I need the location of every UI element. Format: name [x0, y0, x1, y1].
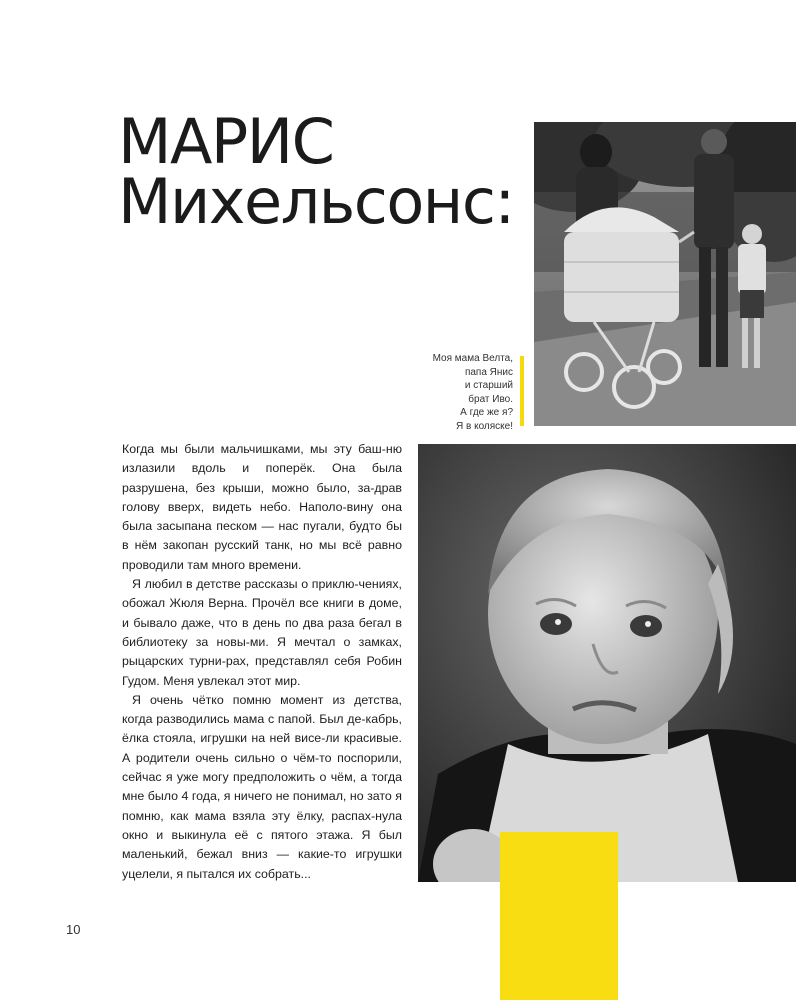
caption-line: Моя мама Велта, — [432, 353, 513, 364]
paragraph: Когда мы были мальчишками, мы эту баш-ню излазили вдоль и поперёк. Она была разрушена, без крыши, можно было, за-драв голову вверх, видеть небо. Наполо-вину она была засыпана песком — нас пугали, будто бы в нём закопан русский танк, но мы всё равно проводили там много времени. — [122, 442, 402, 572]
family-photo — [534, 122, 796, 426]
paragraph: Я любил в детстве рассказы о приклю-чениях, обожал Жюля Верна. Прочёл все книги в доме, и бывало даже, что в день по два раза бегал в библиотеку за новы-ми. Я мечтал о замках, рыцарских турни-рах, представлял себя Робин Гудом. Меня увлекал этот мир. — [122, 577, 402, 688]
article-body — [122, 440, 402, 884]
page-number: 10 — [66, 922, 81, 937]
caption-accent-bar — [520, 356, 524, 426]
caption-line: и старший — [464, 380, 513, 391]
caption-line: А где же я? — [460, 407, 513, 418]
caption-line: Я в коляске! — [456, 420, 513, 432]
caption-line: папа Янис — [464, 366, 513, 378]
paragraph: Я очень чётко помню момент из детства, когда разводились мама с папой. Был де-кабрь, ёлка стояла, игрушки на ней висе-ли красивые. А родители очень сильно о чём-то поспорили, сейчас я уже могу предположить о чём, а тогда мне было 4 года, я ничего не понимал, но зато я помню, как мама взяла эту ёлку, распах-нула окно и выкинула её с пятого этажа. Я был маленький, бежал вниз — какие-то игрушки уцелели, я пытался их собрать... — [122, 692, 402, 881]
title-line-1: МАРИС — [118, 105, 334, 178]
yellow-accent-block — [500, 832, 618, 1000]
photo-caption — [400, 352, 513, 433]
page-title — [118, 105, 514, 238]
caption-line: брат Иво. — [468, 393, 513, 405]
title-line-2: Михельсонс: — [118, 165, 514, 238]
child-portrait-photo — [418, 444, 796, 882]
